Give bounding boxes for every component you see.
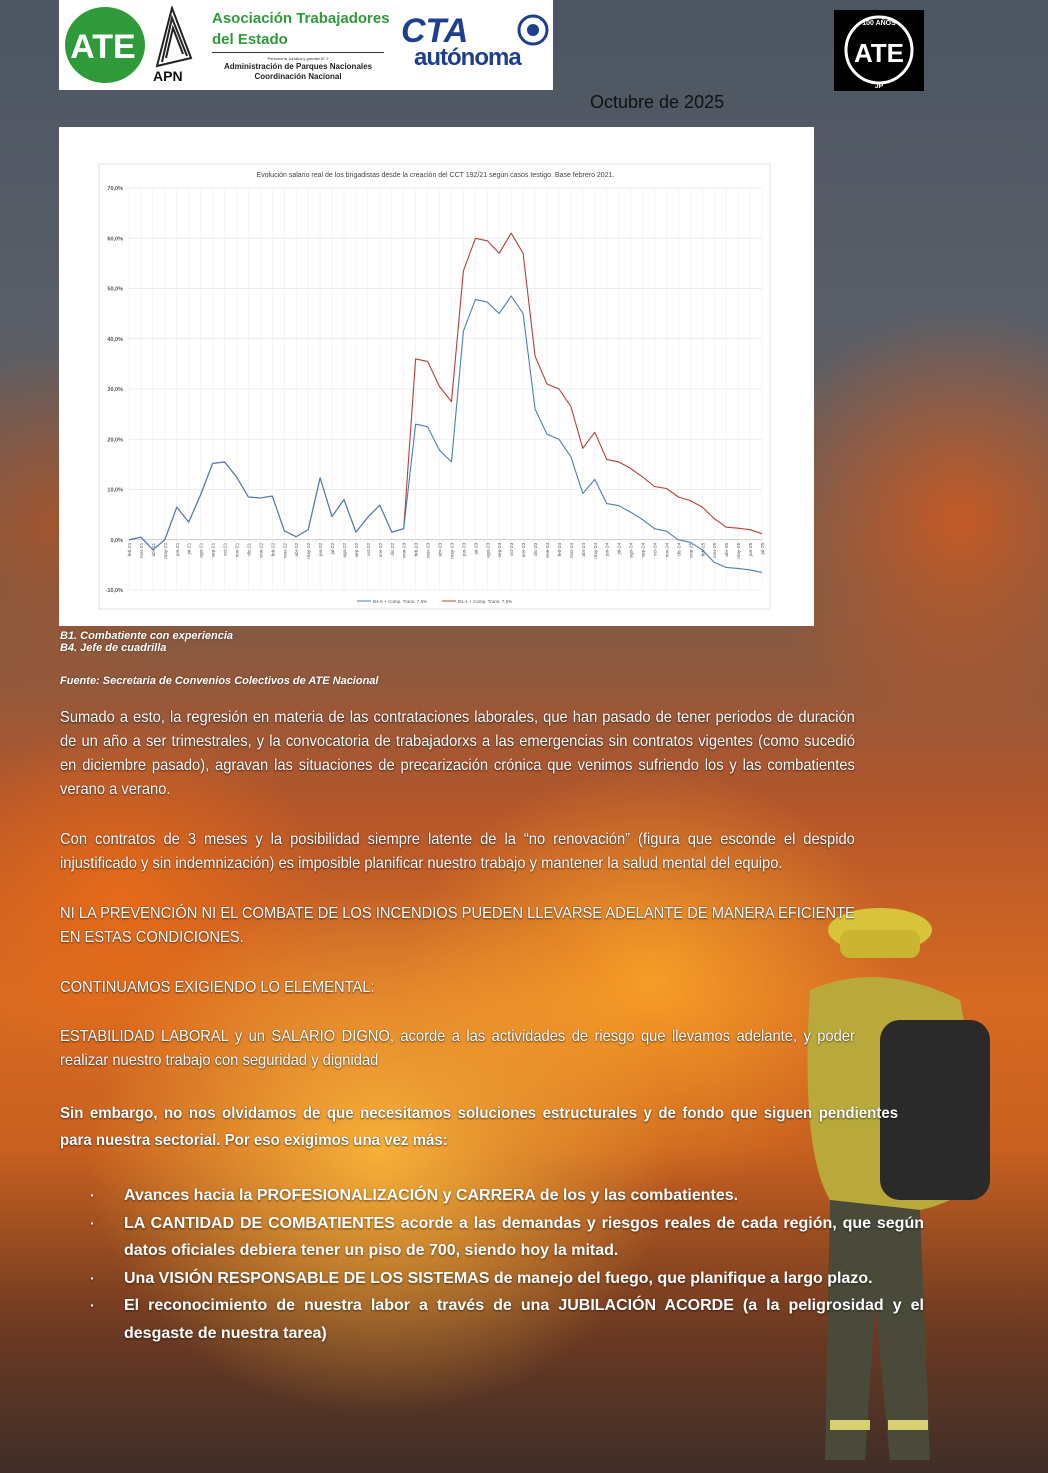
x-tick-label: abr-22 <box>295 542 301 557</box>
x-tick-label: jun-24 <box>605 542 611 557</box>
demand-item: · Avances hacia la PROFESIONALIZACIÓN y CARRERA de los y las combatientes. <box>90 1182 924 1210</box>
paragraph-elemental <box>60 976 855 1000</box>
cta-autonoma-word: autónoma <box>414 44 521 71</box>
x-tick-label: may-23 <box>450 542 456 559</box>
x-tick-label: ago-22 <box>342 542 348 558</box>
x-tick-label: jun-25 <box>749 542 755 557</box>
x-tick-label: abr-25 <box>725 542 731 557</box>
paragraph-renovation <box>60 828 855 876</box>
paragraph-3: NI LA PREVENCIÓN NI EL COMBATE DE LOS INCENDIOS PUEDEN LLEVARSE ADELANTE DE MANERA EFICIENTE EN ESTAS CONDICIONES. <box>60 905 855 946</box>
x-tick-label: mar-24 <box>569 542 575 558</box>
category-notes <box>60 630 233 654</box>
x-tick-label: feb-22 <box>271 542 277 557</box>
badge-tag: JP <box>874 83 884 90</box>
legend-label: B4-5 + Comp. Trans. 7,5% <box>373 599 428 604</box>
x-tick-label: feb-23 <box>414 542 420 557</box>
y-tick-label: 20,0% <box>107 437 123 444</box>
paragraph-6: Sin embargo, no nos olvidamos de que necesitamos soluciones estructurales y de fondo que siguen pendientes para nuestra sectorial. Por eso exigimos una vez más: <box>60 1105 899 1149</box>
x-tick-label: jul-25 <box>761 542 766 555</box>
y-tick-label: 0,0% <box>110 537 123 544</box>
source-note: Fuente: Secretaria de Convenios Colectivos de ATE Nacional <box>60 675 379 687</box>
x-tick-label: mar-25 <box>713 542 719 558</box>
ate-logo <box>63 4 151 86</box>
paragraph-2: Con contratos de 3 meses y la posibilidad siempre latente de la “no renovación” (figura que esconde el despido injustificado y sin indemnización) es imposible planificar nuestro trabajo y mantener la salud mental del equipo. <box>60 831 855 872</box>
x-tick-label: oct-23 <box>510 542 516 557</box>
x-tick-label: nov-23 <box>522 542 528 558</box>
assoc-small-text: Personería Jurídica y gremial N° 2 <box>267 56 329 61</box>
x-tick-label: may-25 <box>737 542 743 559</box>
assoc-sub-line-1: Administración de Parques Nacionales <box>223 62 373 71</box>
x-tick-label: dic-22 <box>390 542 396 556</box>
x-tick-label: sep-21 <box>211 542 217 558</box>
x-tick-label: oct-24 <box>653 542 659 557</box>
paragraph-stability <box>60 1025 855 1073</box>
cta-logo-text: CTA <box>401 12 469 50</box>
x-tick-label: abr-24 <box>581 542 587 557</box>
y-tick-label: 30,0% <box>107 387 123 393</box>
x-tick-label: ene-23 <box>402 542 408 558</box>
x-tick-label: nov-24 <box>665 542 671 558</box>
paragraph-structural <box>60 1100 898 1154</box>
chart-frame <box>99 164 770 609</box>
x-tick-label: abr-21 <box>151 542 157 557</box>
x-tick-label: dic-23 <box>534 542 540 556</box>
x-tick-label: ago-24 <box>629 542 635 558</box>
x-tick-label: ene-25 <box>689 542 695 558</box>
x-tick-label: may-22 <box>307 542 313 559</box>
paragraph-4: CONTINUAMOS EXIGIENDO LO ELEMENTAL: <box>60 979 375 996</box>
x-tick-label: jun-21 <box>175 542 181 557</box>
x-tick-label: may-21 <box>163 542 169 559</box>
x-tick-label: nov-21 <box>235 542 241 558</box>
x-tick-label: mar-22 <box>283 542 289 558</box>
x-tick-label: ene-22 <box>259 542 265 558</box>
paragraph-contracts <box>60 706 855 802</box>
demand-item: · Una VISIÓN RESPONSABLE DE LOS SISTEMAS de manejo del fuego, que planifique a largo plazo. <box>90 1265 924 1293</box>
y-tick-label: 60,0% <box>107 236 123 243</box>
note-b4: B4. Jefe de cuadrilla <box>60 642 167 654</box>
salary-line-chart <box>59 127 814 626</box>
x-tick-label: jul-23 <box>474 542 480 555</box>
x-tick-label: feb-21 <box>128 542 133 557</box>
note-b1: B1. Combatiente con experiencia <box>60 630 233 642</box>
x-tick-label: jun-22 <box>319 542 325 557</box>
paragraph-prevention <box>60 902 855 950</box>
x-tick-label: ene-24 <box>546 542 552 558</box>
x-tick-label: jul-24 <box>617 542 623 555</box>
demands-list <box>90 1182 924 1347</box>
y-tick-label: 40,0% <box>107 336 123 343</box>
ate-100-anos-badge <box>834 10 924 91</box>
assoc-sub-line-2: Coordinación Nacional <box>254 72 342 81</box>
ate-logo-text: ATE <box>70 28 136 66</box>
series-line-b4 <box>129 296 762 572</box>
x-tick-label: dic-21 <box>247 542 253 556</box>
x-tick-label: ago-21 <box>199 542 205 558</box>
y-tick-label: 70,0% <box>107 186 123 192</box>
apn-label: APN <box>153 68 183 84</box>
y-tick-label: 10,0% <box>107 487 123 494</box>
x-tick-label: dic-24 <box>677 542 683 556</box>
x-tick-label: sep-23 <box>498 542 504 558</box>
x-tick-label: sep-22 <box>354 542 360 558</box>
series-line-b1 <box>129 233 762 550</box>
assoc-title: Asociación Trabajadores del Estado <box>212 10 390 48</box>
x-tick-label: oct-22 <box>366 542 372 557</box>
legend-label: B1-1 + Comp. Trans. 7,5% <box>458 599 513 604</box>
x-tick-label: jul-21 <box>187 542 193 555</box>
assoc-divider <box>212 52 384 53</box>
x-tick-label: sep-24 <box>641 542 647 558</box>
header-logo-strip <box>59 0 553 90</box>
x-tick-label: may-24 <box>593 542 599 559</box>
badge-text: ATE <box>853 38 905 68</box>
document-date: Octubre de 2025 <box>590 92 725 112</box>
x-tick-label: ago-23 <box>486 542 492 558</box>
assoc-subtitle <box>212 62 384 82</box>
paragraph-1: Sumado a esto, la regresión en materia de las contrataciones laborales, que han pasado de tener periodos de duración de un año a ser trimestrales, y la convocatoria de trabajadorxs a las emergencias sin contratos vigentes (como sucedió en diciembre pasado), agravan las situaciones de precarización crónica que venimos sufriendo los y las combatientes verano a verano. <box>60 709 855 798</box>
demand-item: · LA CANTIDAD DE COMBATIENTES acorde a las demandas y riesgos reales de cada región, que según datos oficiales debiera tener un piso de 700, siendo hoy la mitad. <box>90 1210 924 1265</box>
x-tick-label: oct-21 <box>223 542 229 557</box>
y-tick-label: -10,0% <box>105 588 123 594</box>
badge-years: 100 AÑOS <box>862 20 896 27</box>
paragraph-5: ESTABILIDAD LABORAL y un SALARIO DIGNO, acorde a las actividades de riesgo que llevamos adelante, y poder realizar nuestro trabajo con seguridad y dignidad <box>60 1028 855 1069</box>
x-tick-label: abr-23 <box>438 542 444 557</box>
x-tick-label: jun-23 <box>462 542 468 557</box>
x-tick-label: jul-22 <box>331 542 337 555</box>
x-tick-label: mar-21 <box>139 542 145 558</box>
x-tick-label: feb-25 <box>701 542 707 557</box>
x-tick-label: feb-24 <box>557 542 563 557</box>
x-tick-label: nov-22 <box>378 542 384 558</box>
y-tick-label: 50,0% <box>107 286 123 293</box>
chart-title: Evolución salario real de los brigadistas desde la creación del CCT 192/21 según casos testigo. Base febrero 2021. <box>256 172 615 179</box>
x-tick-label: mar-23 <box>426 542 432 558</box>
salary-chart-panel <box>59 127 814 626</box>
fingerprint-icon <box>147 6 197 68</box>
demand-item: · El reconocimiento de nuestra labor a través de una JUBILACIÓN ACORDE (a la peligrosidad y el desgaste de nuestra tarea) <box>90 1292 924 1347</box>
